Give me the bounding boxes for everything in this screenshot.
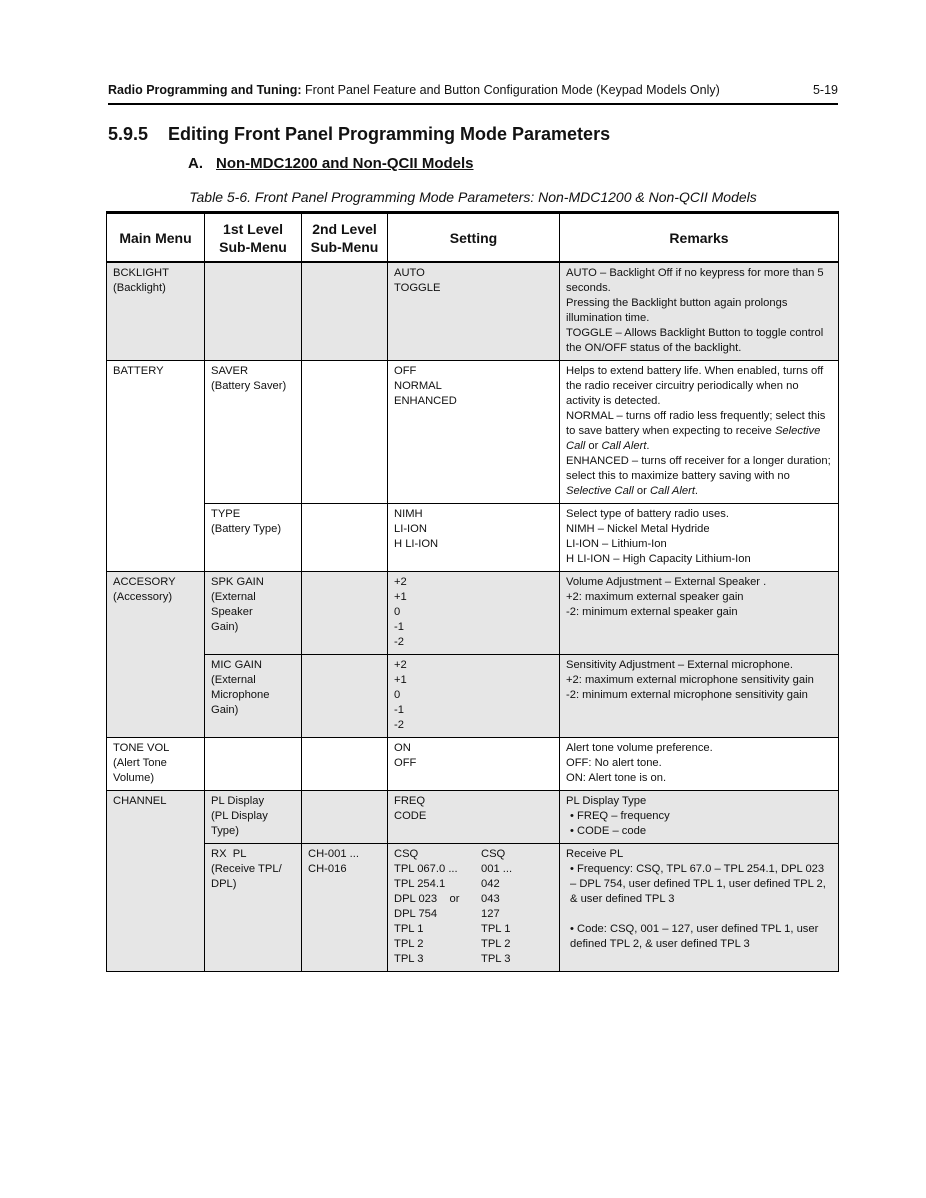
setting-cell: AUTO TOGGLE (388, 262, 560, 361)
subsection-heading (188, 155, 474, 172)
sub2-cell (302, 572, 388, 655)
sub1-cell: MIC GAIN (External Microphone Gain) (205, 655, 302, 738)
remarks-cell: Receive PL • Frequency: CSQ, TPL 67.0 – TPL 254.1, DPL 023 – DPL 754, user defined TPL 1, user defined TPL 2, & user defined TPL 3 • Code: CSQ, 001 – 127, user defined TPL 1, user defined TPL 2, & user defined TPL 3 (560, 844, 839, 972)
table-row (107, 655, 839, 738)
section-number: 5.9.5 (108, 124, 149, 144)
running-header (108, 83, 838, 97)
sub2-cell (302, 655, 388, 738)
table-row (107, 504, 839, 572)
sub2-cell (302, 738, 388, 791)
col-header-2nd-level: 2nd Level Sub-Menu (302, 213, 388, 263)
table-header-row (107, 213, 839, 263)
sub1-cell (205, 262, 302, 361)
remarks-cell: PL Display Type • FREQ – frequency • CODE – code (560, 791, 839, 844)
col-header-remarks: Remarks (560, 213, 839, 263)
remarks-cell: Select type of battery radio uses. NIMH – Nickel Metal Hydride LI-ION – Lithium-Ion H LI-ION – High Capacity Lithium-Ion (560, 504, 839, 572)
table-row (107, 791, 839, 844)
sub2-cell (302, 361, 388, 504)
table-caption: Table 5-6. Front Panel Programming Mode Parameters: Non-MDC1200 & Non-QCII Models (189, 189, 757, 205)
sub1-cell: TYPE (Battery Type) (205, 504, 302, 572)
sub1-cell: SAVER (Battery Saver) (205, 361, 302, 504)
header-rule (108, 103, 838, 105)
sub1-cell (205, 738, 302, 791)
header-chapter: Radio Programming and Tuning: (108, 83, 302, 97)
main-menu-cell: TONE VOL (Alert Tone Volume) (107, 738, 205, 791)
sub2-cell (302, 791, 388, 844)
section-title: Editing Front Panel Programming Mode Parameters (168, 124, 611, 144)
sub1-cell: PL Display (PL Display Type) (205, 791, 302, 844)
remarks-cell: Sensitivity Adjustment – External microphone. +2: maximum external microphone sensitivity gain -2: minimum external microphone sensitivity gain (560, 655, 839, 738)
setting-cell: FREQ CODE (388, 791, 560, 844)
main-menu-cell: CHANNEL (107, 791, 205, 972)
section-heading (108, 124, 610, 145)
col-header-setting: Setting (388, 213, 560, 263)
table-row (107, 738, 839, 791)
sub2-cell (302, 504, 388, 572)
table-row (107, 844, 839, 972)
setting-cell: +2 +1 0 -1 -2 (388, 572, 560, 655)
sub2-cell: CH-001 ... CH-016 (302, 844, 388, 972)
sub1-cell: RX PL (Receive TPL/ DPL) (205, 844, 302, 972)
page-number: 5-19 (812, 83, 838, 97)
sub2-cell (302, 262, 388, 361)
main-menu-cell: ACCESORY (Accessory) (107, 572, 205, 738)
table-row (107, 572, 839, 655)
subsection-letter: A. (188, 155, 203, 172)
remarks-cell: Helps to extend battery life. When enabled, turns off the radio receiver circuitry periodically when no activity is detected. NORMAL – turns off radio less frequently; select this to save battery when expecting to receive Selective Call or Call Alert. ENHANCED – turns off receiver for a longer duration; select this to maximize battery saving with no Selective Call or Call Alert. (560, 361, 839, 504)
setting-cell: +2 +1 0 -1 -2 (388, 655, 560, 738)
main-menu-cell: BATTERY (107, 361, 205, 572)
col-header-1st-level: 1st Level Sub-Menu (205, 213, 302, 263)
subsection-title: Non-MDC1200 and Non-QCII Models (216, 155, 474, 172)
parameters-table (106, 211, 839, 972)
setting-cell (388, 844, 560, 972)
table-row (107, 361, 839, 504)
setting-cell: OFF NORMAL ENHANCED (388, 361, 560, 504)
table-row (107, 262, 839, 361)
sub1-cell: SPK GAIN (External Speaker Gain) (205, 572, 302, 655)
remarks-cell: AUTO – Backlight Off if no keypress for more than 5 seconds. Pressing the Backlight button again prolongs illumination time. TOGGLE – Allows Backlight Button to toggle control the ON/OFF status of the backlight. (560, 262, 839, 361)
col-header-main-menu: Main Menu (107, 213, 205, 263)
remarks-cell: Volume Adjustment – External Speaker . +2: maximum external speaker gain -2: minimum external speaker gain (560, 572, 839, 655)
setting-code-column: CSQ 001 ... 042 043 127 TPL 1 TPL 2 TPL 3 (481, 848, 513, 965)
main-menu-cell: BCKLIGHT (Backlight) (107, 262, 205, 361)
setting-cell: ON OFF (388, 738, 560, 791)
setting-cell: NIMH LI-ION H LI-ION (388, 504, 560, 572)
setting-frequency-column: CSQ TPL 067.0 ... TPL 254.1 DPL 023 or DPL 754 TPL 1 TPL 2 TPL 3 (394, 848, 460, 965)
remarks-cell: Alert tone volume preference. OFF: No alert tone. ON: Alert tone is on. (560, 738, 839, 791)
header-subtitle: Front Panel Feature and Button Configuration Mode (Keypad Models Only) (301, 83, 720, 97)
